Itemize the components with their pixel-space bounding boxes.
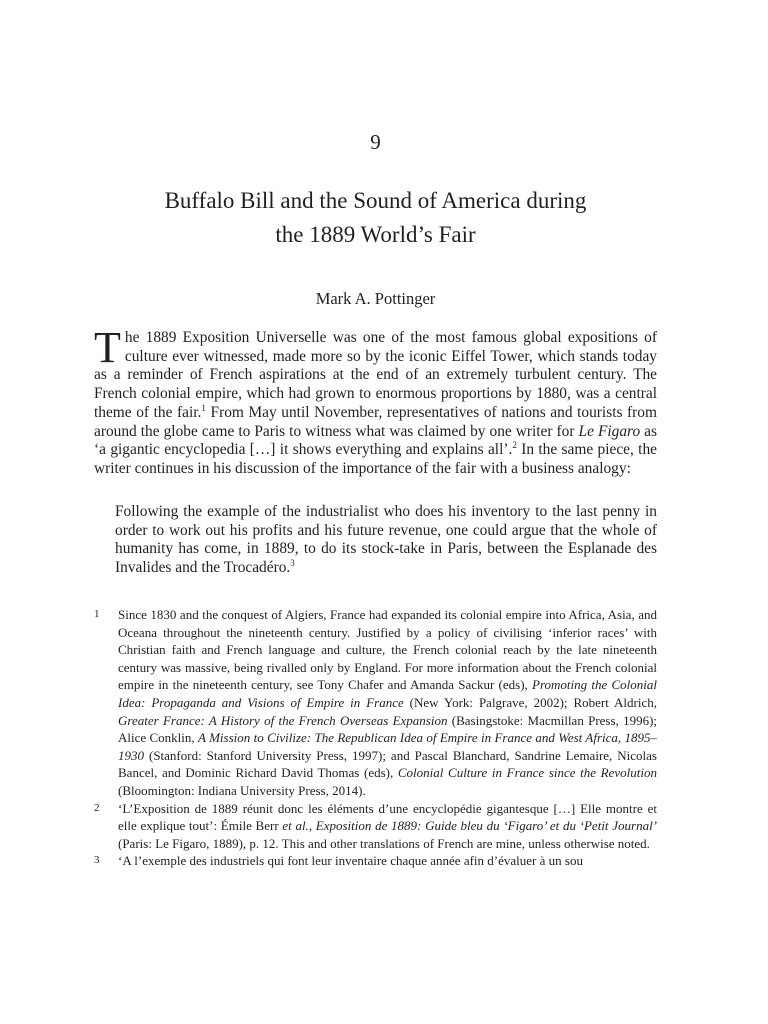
chapter-title-line-1: Buffalo Bill and the Sound of America during bbox=[164, 188, 587, 213]
chapter-number: 9 bbox=[370, 130, 381, 154]
footnote-text: Since 1830 and the conquest of Algiers, France had expanded its colonial empire into Africa, Asia, and Oceana throughout the nineteenth century. Justified by a policy of civilising ‘inferior races’ with Christian faith and French language and culture, the French colonial reach by the late nineteenth century was massive, being rivalled only by England. For more information about the French colonial empire in the nineteenth century, see Tony Chafer and Amanda Sackur (eds), Promoting the Colonial Idea: Propaganda and Visions of Empire in France (New York: Palgrave, 2002); Robert Aldrich, Greater France: A History of the French Overseas Expansion (Basingstoke: Macmillan Press, 1996); Alice Conklin, A Mission to Civilize: The Republican Idea of Empire in France and West Africa, 1895–1930 (Stanford: Stanford University Press, 1997); and Pascal Blanchard, Sandrine Lemaire, Nicolas Bancel, and Dominic Richard David Thomas (eds), Colonial Culture in France since the Revolution (Bloomington: Indiana University Press, 2014). bbox=[118, 607, 658, 798]
chapter-title-line-2: the 1889 World’s Fair bbox=[275, 222, 476, 247]
footnote-number: 1 bbox=[94, 608, 100, 620]
body-text-segment: as ‘a gigantic encyclopedia […] it shows everything and explains all’. bbox=[94, 422, 657, 459]
footnote-number: 3 bbox=[94, 854, 100, 867]
footnote-number: 2 bbox=[94, 801, 100, 814]
footnote-3 bbox=[94, 852, 657, 870]
footnote-ref-2[interactable]: 2 bbox=[512, 440, 517, 451]
chapter-title bbox=[94, 184, 657, 252]
footnotes bbox=[94, 606, 657, 870]
footnote-1 bbox=[94, 606, 657, 800]
footnote-ref-3[interactable]: 3 bbox=[290, 557, 295, 568]
drop-cap: T bbox=[94, 323, 121, 372]
footnote-text: ‘L’Exposition de 1889 réunit donc les éléments d’une encyclopédie gigantesque […] Elle montre et elle explique tout’: Émile Berr et al., Exposition de 1889: Guide bleu du ‘Figaro’ et du ‘Petit Journal’ (Paris: Le Figaro, 1889), p. 12. This and other translations of French are mine, unless otherwise noted. bbox=[118, 800, 658, 851]
author-name: Mark A. Pottinger bbox=[315, 289, 436, 308]
block-quote bbox=[115, 503, 657, 578]
footnote-ref-1[interactable]: 1 bbox=[201, 402, 206, 413]
footnote-2 bbox=[94, 800, 657, 853]
newspaper-title: Le Figaro bbox=[578, 422, 641, 440]
quote-text: Following the example of the industrialist who does his inventory to the last penny in order to work out his profits and his future revenue, one could argue that the whole of humanity has come, in 1889, to do its stock-take in Paris, between the Esplanade des Invalides and the Trocadéro. bbox=[115, 503, 657, 577]
body-text-segment: From May until November, representatives of nations and tourists from around the globe came to Paris to witness what was claimed by one writer for bbox=[94, 403, 657, 440]
body-text-segment: In the same piece, the writer continues in his discussion of the importance of the fair with a business analogy: bbox=[94, 441, 657, 477]
body-paragraph bbox=[94, 323, 657, 479]
body-text-segment: he 1889 Exposition Universelle was one of the most famous global expositions of culture ever witnessed, made more so by the iconic Eiffel Tower, which stands today as a reminder of French aspirations at the end of an extremely turbulent century. The French colonial empire, which had grown to enormous proportions by 1880, was a central theme of the fair. bbox=[94, 329, 657, 421]
footnote-text: ‘A l’exemple des industriels qui font leur inventaire chaque année afin d’évaluer à un sou bbox=[118, 853, 583, 869]
